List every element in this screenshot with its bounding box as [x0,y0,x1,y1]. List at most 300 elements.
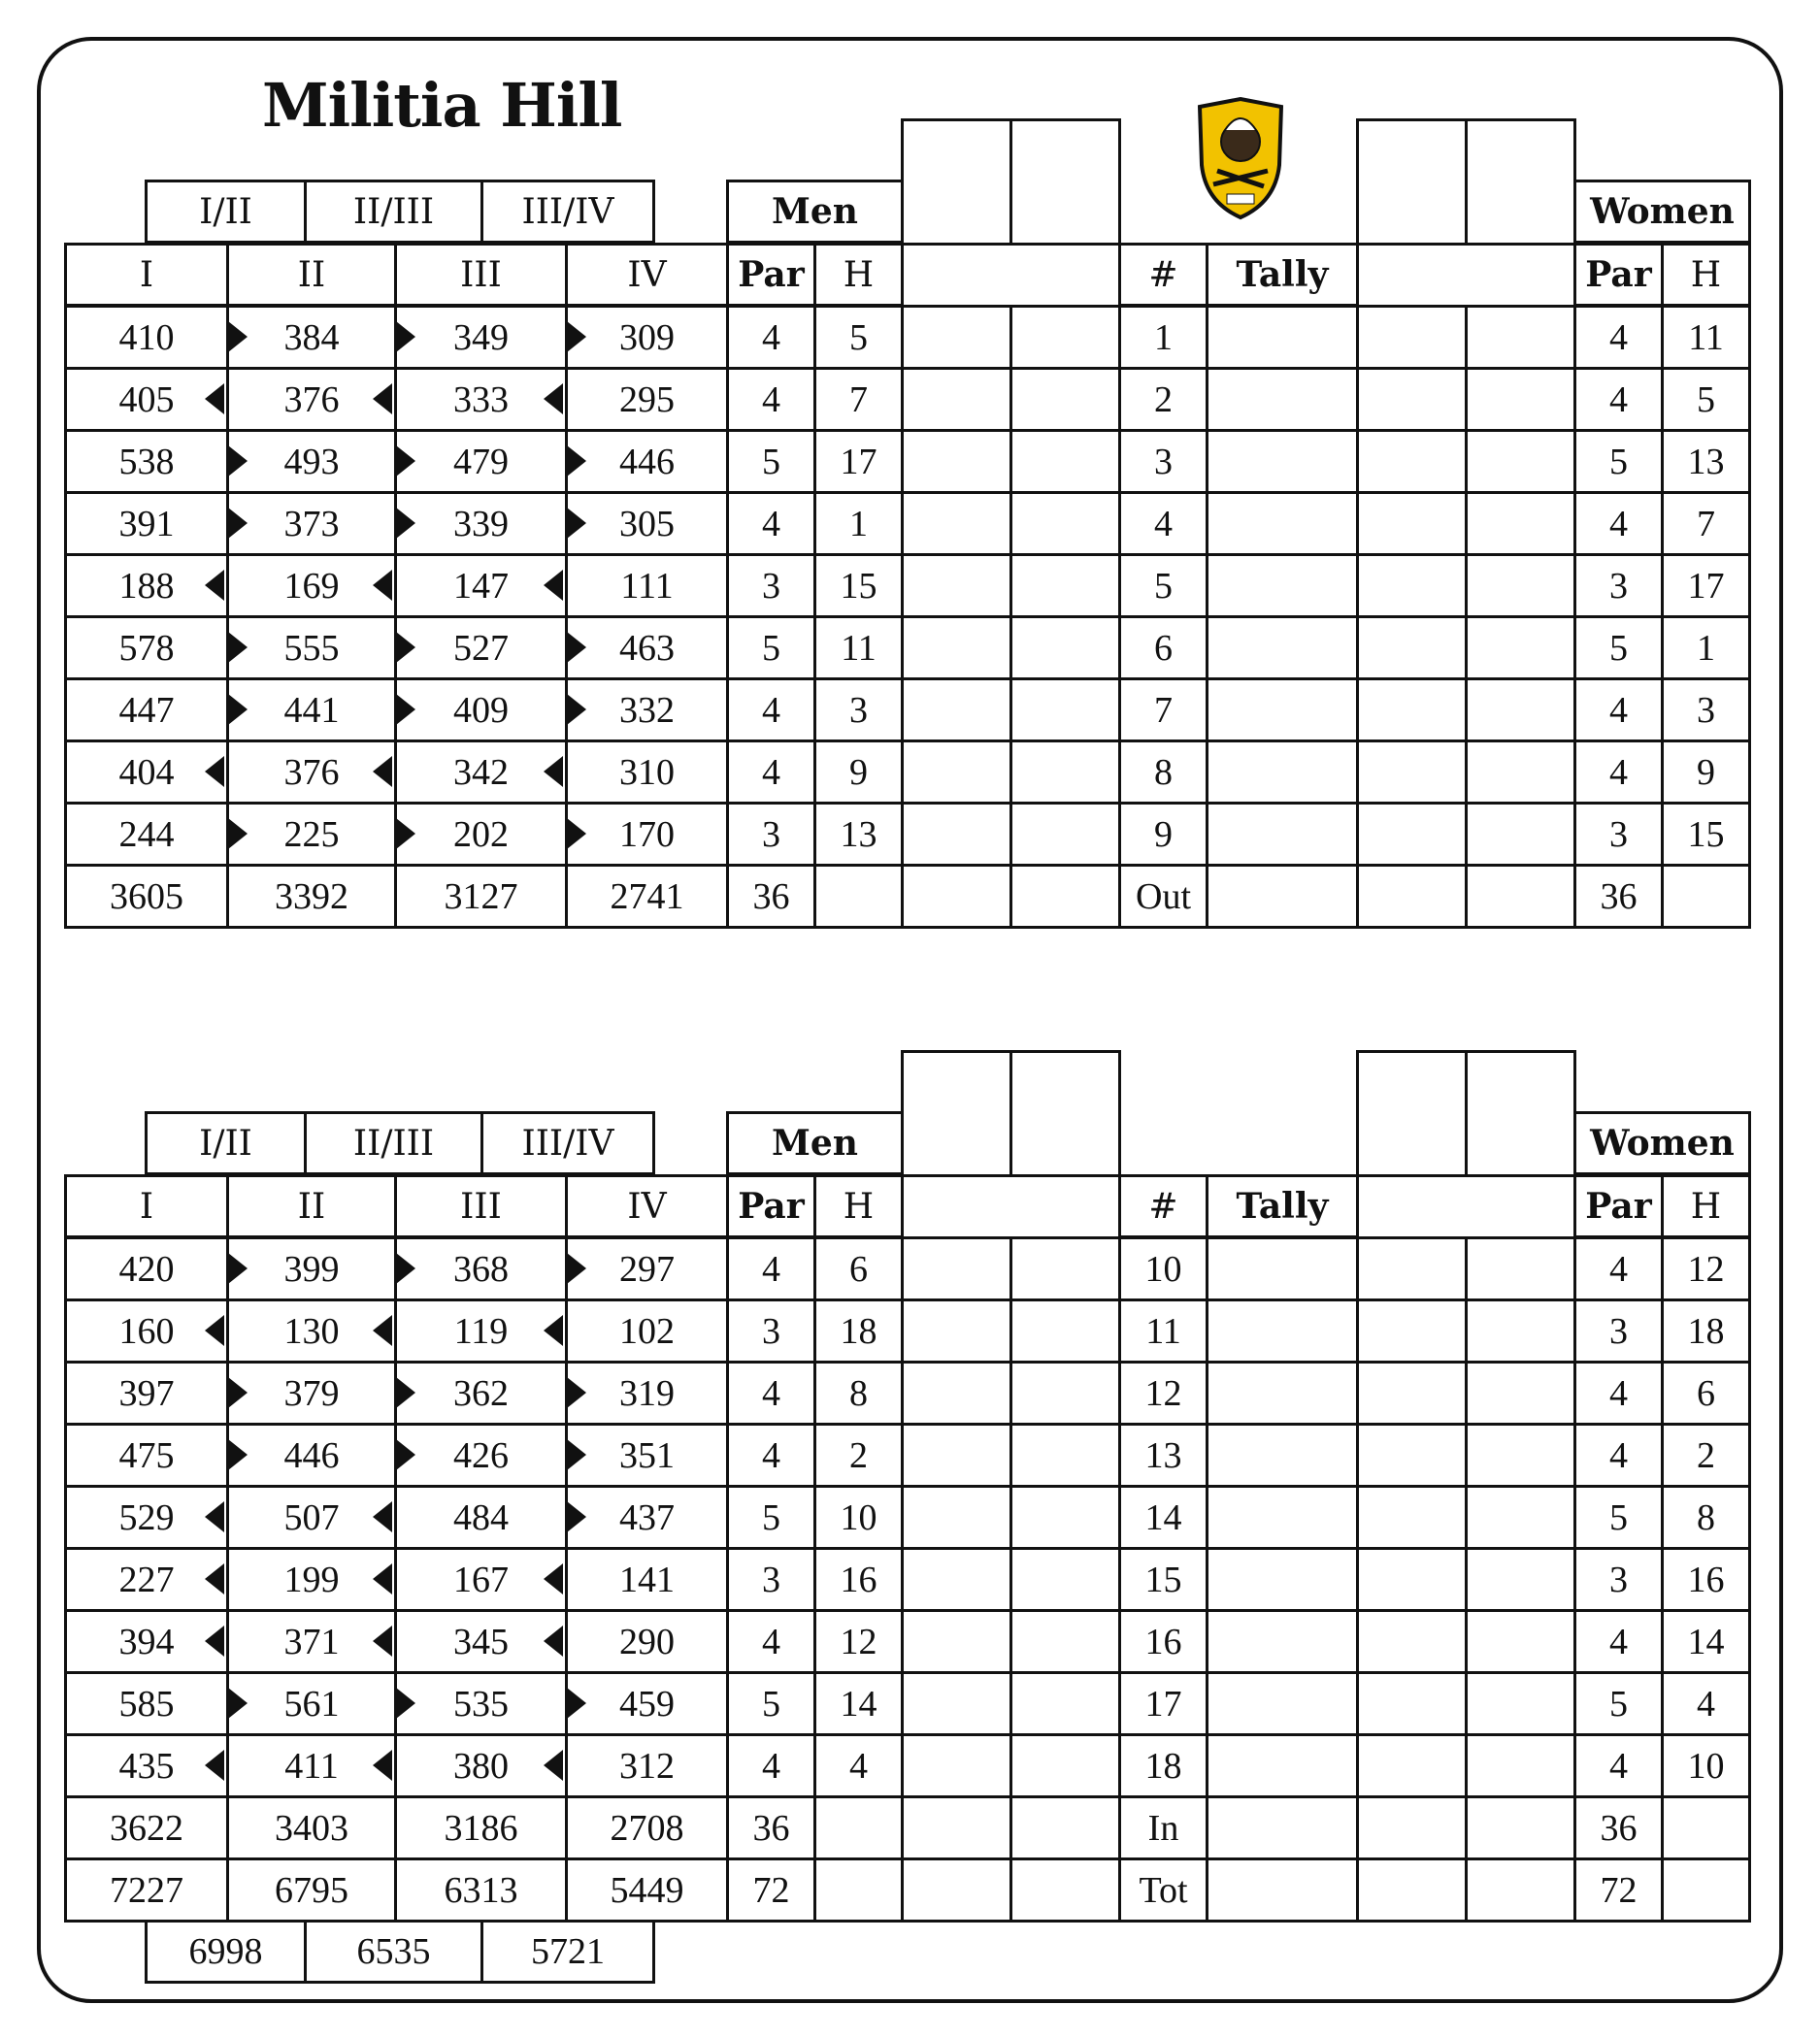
women-par-cell: 3 [1573,802,1664,867]
yardage-cell: 535 [394,1671,568,1736]
arrow-left-icon [205,383,224,414]
men-header: Men [726,180,904,244]
score-cell[interactable] [901,1423,1012,1488]
men-par-cell: 3 [726,802,816,867]
women-hcp-header: H [1661,1174,1751,1238]
men-hcp-cell: 4 [813,1733,904,1798]
score-total-cell[interactable] [1465,1795,1576,1860]
score-column-header[interactable] [901,118,1012,246]
hole-number-cell: 18 [1118,1733,1208,1798]
arrow-right-icon [567,1688,586,1719]
score-cell[interactable] [1009,677,1121,742]
score-cell[interactable] [901,1361,1012,1426]
score-total-cell[interactable] [1009,1795,1121,1860]
arrow-right-icon [396,1377,415,1408]
total-yardage-cell: 6313 [394,1857,568,1923]
score-cell[interactable] [901,1236,1012,1301]
women-hcp-cell: 15 [1661,802,1751,867]
total-yardage-cell: 3622 [64,1795,229,1860]
score-cell[interactable] [1009,1609,1121,1674]
men-par-header: Par [726,243,816,307]
total-yardage-cell: 7227 [64,1857,229,1923]
score-cell[interactable] [1009,1671,1121,1736]
men-hcp-cell: 18 [813,1298,904,1364]
score-cell[interactable] [1356,429,1468,494]
tally-cell[interactable] [1206,1671,1359,1736]
hole-header: # [1118,243,1208,307]
score-cell[interactable] [1465,1361,1576,1426]
tee-header: III [394,1174,568,1238]
women-hcp-header: H [1661,243,1751,307]
men-hcp-cell: 11 [813,615,904,680]
score-cell[interactable] [1009,1485,1121,1550]
yardage-cell: 202 [394,802,568,867]
blank-cell [813,1795,904,1860]
arrow-left-icon [373,570,392,601]
arrow-right-icon [567,508,586,539]
tally-cell[interactable] [1206,491,1359,556]
men-par-cell: 4 [726,1361,816,1426]
yardage-cell: 397 [64,1361,229,1426]
combo-header: I/II [145,180,307,244]
men-par-total-cell: 36 [726,1795,816,1860]
yardage-cell: 167 [394,1547,568,1612]
score-cell[interactable] [1465,305,1576,370]
score-cell[interactable] [1356,1547,1468,1612]
yardage-cell: 404 [64,740,229,805]
score-cell[interactable] [901,1671,1012,1736]
hole-number-cell: 2 [1118,367,1208,432]
women-par-cell: 4 [1573,677,1664,742]
yardage-cell: 420 [64,1236,229,1301]
arrow-right-icon [396,694,415,725]
arrow-right-icon [228,1439,248,1470]
score-cell[interactable] [1356,1609,1468,1674]
tally-cell[interactable] [1206,1361,1359,1426]
yardage-cell: 578 [64,615,229,680]
tally-header: Tally [1206,1174,1359,1238]
women-hcp-cell: 5 [1661,367,1751,432]
tee-header: III [394,243,568,307]
yardage-cell: 447 [64,677,229,742]
women-hcp-cell: 9 [1661,740,1751,805]
women-par-cell: 4 [1573,1609,1664,1674]
score-cell[interactable] [1009,1547,1121,1612]
score-cell[interactable] [1465,677,1576,742]
score-cell[interactable] [1009,491,1121,556]
score-cell[interactable] [1356,1236,1468,1301]
yardage-cell: 376 [226,740,397,805]
total-yardage-cell: 3392 [226,864,397,929]
score-cell[interactable] [1465,429,1576,494]
score-total-cell[interactable] [1356,864,1468,929]
tally-cell[interactable] [1206,802,1359,867]
score-cell[interactable] [1356,1423,1468,1488]
score-cell[interactable] [1009,1361,1121,1426]
score-cell[interactable] [1356,367,1468,432]
men-hcp-cell: 1 [813,491,904,556]
arrow-right-icon [228,508,248,539]
women-par-total-cell: 72 [1573,1857,1664,1923]
yardage-cell: 435 [64,1733,229,1798]
arrow-right-icon [228,1253,248,1284]
yardage-cell: 199 [226,1547,397,1612]
yardage-cell: 111 [565,553,729,618]
tee-header: I [64,243,229,307]
tally-cell[interactable] [1206,1298,1359,1364]
women-par-cell: 4 [1573,1236,1664,1301]
men-par-cell: 5 [726,615,816,680]
score-cell[interactable] [1356,305,1468,370]
score-cell[interactable] [901,677,1012,742]
blank-cell [1661,864,1751,929]
yardage-cell: 244 [64,802,229,867]
men-par-cell: 4 [726,367,816,432]
arrow-right-icon [396,321,415,352]
women-par-cell: 5 [1573,1671,1664,1736]
arrow-right-icon [228,694,248,725]
total-yardage-cell: 2741 [565,864,729,929]
men-hcp-cell: 7 [813,367,904,432]
tally-cell[interactable] [1206,367,1359,432]
score-cell[interactable] [1465,740,1576,805]
score-cell[interactable] [901,429,1012,494]
women-hcp-cell: 11 [1661,305,1751,370]
men-hcp-cell: 3 [813,677,904,742]
score-total-cell[interactable] [1009,864,1121,929]
men-par-cell: 5 [726,1671,816,1736]
score-cell[interactable] [1356,1361,1468,1426]
tally-cell[interactable] [1206,1733,1359,1798]
score-cell[interactable] [1465,1547,1576,1612]
yardage-cell: 297 [565,1236,729,1301]
arrow-left-icon [544,1626,563,1657]
men-par-total-cell: 72 [726,1857,816,1923]
arrow-left-icon [373,756,392,787]
hole-number-cell: 11 [1118,1298,1208,1364]
hole-number-cell: 3 [1118,429,1208,494]
tally-cell[interactable] [1206,429,1359,494]
hole-number-cell: 12 [1118,1361,1208,1426]
score-cell[interactable] [1356,491,1468,556]
score-cell[interactable] [1465,1671,1576,1736]
women-header: Women [1573,180,1751,244]
yardage-cell: 426 [394,1423,568,1488]
score-cell[interactable] [1465,802,1576,867]
score-cell[interactable] [1009,1236,1121,1301]
tally-cell[interactable] [1206,1547,1359,1612]
arrow-left-icon [373,1750,392,1781]
yardage-cell: 409 [394,677,568,742]
yardage-cell: 130 [226,1298,397,1364]
score-cell[interactable] [1356,1671,1468,1736]
yardage-cell: 305 [565,491,729,556]
arrow-left-icon [205,1626,224,1657]
score-cell[interactable] [901,367,1012,432]
men-par-total-cell: 36 [726,864,816,929]
hole-number-cell: 16 [1118,1609,1208,1674]
arrow-right-icon [228,445,248,477]
score-cell[interactable] [901,740,1012,805]
yardage-cell: 493 [226,429,397,494]
yardage-cell: 475 [64,1423,229,1488]
women-par-cell: 5 [1573,615,1664,680]
score-cell[interactable] [1465,1298,1576,1364]
score-cell[interactable] [1356,740,1468,805]
arrow-left-icon [544,383,563,414]
score-cell[interactable] [901,1547,1012,1612]
score-column-header[interactable] [1009,118,1121,246]
yardage-cell: 507 [226,1485,397,1550]
yardage-cell: 147 [394,553,568,618]
score-cell[interactable] [1356,1733,1468,1798]
men-par-cell: 4 [726,1236,816,1301]
course-title: Militia Hill [262,70,622,141]
hole-number-cell: 9 [1118,802,1208,867]
arrow-left-icon [205,1501,224,1532]
tally-cell[interactable] [1206,553,1359,618]
women-hcp-cell: 18 [1661,1298,1751,1364]
score-cell[interactable] [1356,677,1468,742]
arrow-left-icon [205,1750,224,1781]
yardage-cell: 332 [565,677,729,742]
score-total-cell[interactable] [901,1795,1012,1860]
combo-header: III/IV [480,180,655,244]
score-total-cell[interactable] [1356,1857,1468,1923]
hole-number-cell: 14 [1118,1485,1208,1550]
yardage-cell: 459 [565,1671,729,1736]
score-cell[interactable] [901,1609,1012,1674]
arrow-right-icon [396,1253,415,1284]
score-cell[interactable] [1009,802,1121,867]
arrow-left-icon [373,1315,392,1346]
score-total-cell[interactable] [1009,1857,1121,1923]
arrow-left-icon [544,756,563,787]
score-total-cell[interactable] [1356,1795,1468,1860]
men-header: Men [726,1111,904,1175]
score-column-header[interactable] [1356,1050,1468,1177]
score-cell[interactable] [1465,1236,1576,1301]
blank-cell [1661,1795,1751,1860]
men-hcp-cell: 2 [813,1423,904,1488]
score-column-header[interactable] [1009,1050,1121,1177]
tally-total-cell[interactable] [1206,1795,1359,1860]
arrow-left-icon [544,1563,563,1594]
arrow-left-icon [544,1315,563,1346]
score-column-header[interactable] [1356,118,1468,246]
score-total-cell[interactable] [1465,864,1576,929]
women-par-cell: 4 [1573,491,1664,556]
arrow-right-icon [396,1439,415,1470]
men-par-cell: 4 [726,491,816,556]
tally-cell[interactable] [1206,615,1359,680]
yardage-cell: 555 [226,615,397,680]
score-cell[interactable] [1009,740,1121,805]
score-column-header[interactable] [1465,118,1576,246]
score-cell[interactable] [1356,1485,1468,1550]
hole-number-cell: 13 [1118,1423,1208,1488]
score-cell[interactable] [1465,1423,1576,1488]
men-par-cell: 3 [726,553,816,618]
hole-number-cell: 17 [1118,1671,1208,1736]
score-cell[interactable] [1009,367,1121,432]
men-par-cell: 4 [726,1609,816,1674]
yardage-cell: 399 [226,1236,397,1301]
yardage-cell: 411 [226,1733,397,1798]
women-hcp-cell: 16 [1661,1547,1751,1612]
yardage-cell: 227 [64,1547,229,1612]
score-total-cell[interactable] [901,1857,1012,1923]
tally-cell[interactable] [1206,677,1359,742]
tally-cell[interactable] [1206,740,1359,805]
tally-cell[interactable] [1206,1485,1359,1550]
yardage-cell: 342 [394,740,568,805]
men-hcp-cell: 17 [813,429,904,494]
total-yardage-cell: 2708 [565,1795,729,1860]
arrow-right-icon [567,1501,586,1532]
score-total-cell[interactable] [1465,1857,1576,1923]
score-cell[interactable] [1009,305,1121,370]
arrow-left-icon [205,1563,224,1594]
women-hcp-cell: 3 [1661,677,1751,742]
score-cell[interactable] [901,1485,1012,1550]
yardage-cell: 339 [394,491,568,556]
total-yardage-cell: 3186 [394,1795,568,1860]
men-par-cell: 3 [726,1298,816,1364]
yardage-cell: 373 [226,491,397,556]
yardage-cell: 371 [226,1609,397,1674]
women-par-total-cell: 36 [1573,864,1664,929]
score-cell[interactable] [1009,1733,1121,1798]
total-yardage-cell: 6795 [226,1857,397,1923]
men-hcp-cell: 10 [813,1485,904,1550]
yardage-cell: 119 [394,1298,568,1364]
score-cell[interactable] [1356,802,1468,867]
combo-header: II/III [304,1111,483,1175]
arrow-right-icon [396,632,415,663]
men-par-header: Par [726,1174,816,1238]
tee-header: II [226,1174,397,1238]
women-par-cell: 3 [1573,553,1664,618]
score-cell[interactable] [1356,553,1468,618]
women-par-cell: 5 [1573,429,1664,494]
arrow-right-icon [228,818,248,849]
score-cell[interactable] [901,615,1012,680]
score-cell[interactable] [1009,553,1121,618]
yardage-cell: 333 [394,367,568,432]
women-par-cell: 4 [1573,1361,1664,1426]
arrow-right-icon [567,1377,586,1408]
score-cell[interactable] [1465,1733,1576,1798]
arrow-right-icon [567,445,586,477]
men-hcp-cell: 5 [813,305,904,370]
score-cell[interactable] [1465,367,1576,432]
arrow-right-icon [567,1439,586,1470]
score-cell[interactable] [1356,1298,1468,1364]
hole-number-cell: 7 [1118,677,1208,742]
men-hcp-cell: 16 [813,1547,904,1612]
score-cell[interactable] [901,802,1012,867]
men-par-cell: 4 [726,740,816,805]
score-cell[interactable] [1465,1485,1576,1550]
yardage-cell: 362 [394,1361,568,1426]
women-hcp-cell: 2 [1661,1423,1751,1488]
hole-header: # [1118,1174,1208,1238]
yardage-cell: 441 [226,677,397,742]
score-cell[interactable] [1356,615,1468,680]
score-cell[interactable] [901,553,1012,618]
score-cell[interactable] [1465,491,1576,556]
women-par-cell: 5 [1573,1485,1664,1550]
score-cell[interactable] [1465,1609,1576,1674]
score-total-cell[interactable] [901,864,1012,929]
women-par-cell: 4 [1573,305,1664,370]
women-hcp-cell: 4 [1661,1671,1751,1736]
score-cell[interactable] [901,1298,1012,1364]
yardage-cell: 368 [394,1236,568,1301]
yardage-cell: 310 [565,740,729,805]
total-yardage-cell: 3605 [64,864,229,929]
tally-cell[interactable] [1206,1609,1359,1674]
score-cell[interactable] [1009,1423,1121,1488]
score-cell[interactable] [1465,615,1576,680]
men-hcp-cell: 14 [813,1671,904,1736]
women-par-cell: 4 [1573,367,1664,432]
yardage-cell: 309 [565,305,729,370]
score-cell[interactable] [901,491,1012,556]
arrow-right-icon [396,1688,415,1719]
score-cell[interactable] [1009,1298,1121,1364]
yardage-cell: 479 [394,429,568,494]
tally-total-cell[interactable] [1206,1857,1359,1923]
women-par-cell: 4 [1573,740,1664,805]
yardage-cell: 384 [226,305,397,370]
tally-total-cell[interactable] [1206,864,1359,929]
men-par-cell: 4 [726,677,816,742]
tally-cell[interactable] [1206,1236,1359,1301]
score-column-header[interactable] [1465,1050,1576,1177]
yardage-cell: 141 [565,1547,729,1612]
yardage-cell: 225 [226,802,397,867]
arrow-left-icon [373,1626,392,1657]
tally-cell[interactable] [1206,305,1359,370]
score-column-header[interactable] [901,1050,1012,1177]
arrow-left-icon [373,1563,392,1594]
arrow-left-icon [205,1315,224,1346]
score-cell[interactable] [1465,553,1576,618]
women-hcp-cell: 10 [1661,1733,1751,1798]
arrow-left-icon [544,1750,563,1781]
yardage-cell: 169 [226,553,397,618]
score-cell[interactable] [1009,429,1121,494]
women-hcp-cell: 6 [1661,1361,1751,1426]
women-header: Women [1573,1111,1751,1175]
score-cell[interactable] [901,305,1012,370]
total-yardage-cell: 3403 [226,1795,397,1860]
hole-number-cell: 15 [1118,1547,1208,1612]
men-par-cell: 5 [726,429,816,494]
score-cell[interactable] [901,1733,1012,1798]
hole-number-cell: 8 [1118,740,1208,805]
yardage-cell: 446 [226,1423,397,1488]
score-cell[interactable] [1009,615,1121,680]
women-hcp-cell: 1 [1661,615,1751,680]
blank-cell [1661,1857,1751,1923]
women-par-header: Par [1573,1174,1664,1238]
tally-cell[interactable] [1206,1423,1359,1488]
arrow-right-icon [567,818,586,849]
women-par-total-cell: 36 [1573,1795,1664,1860]
